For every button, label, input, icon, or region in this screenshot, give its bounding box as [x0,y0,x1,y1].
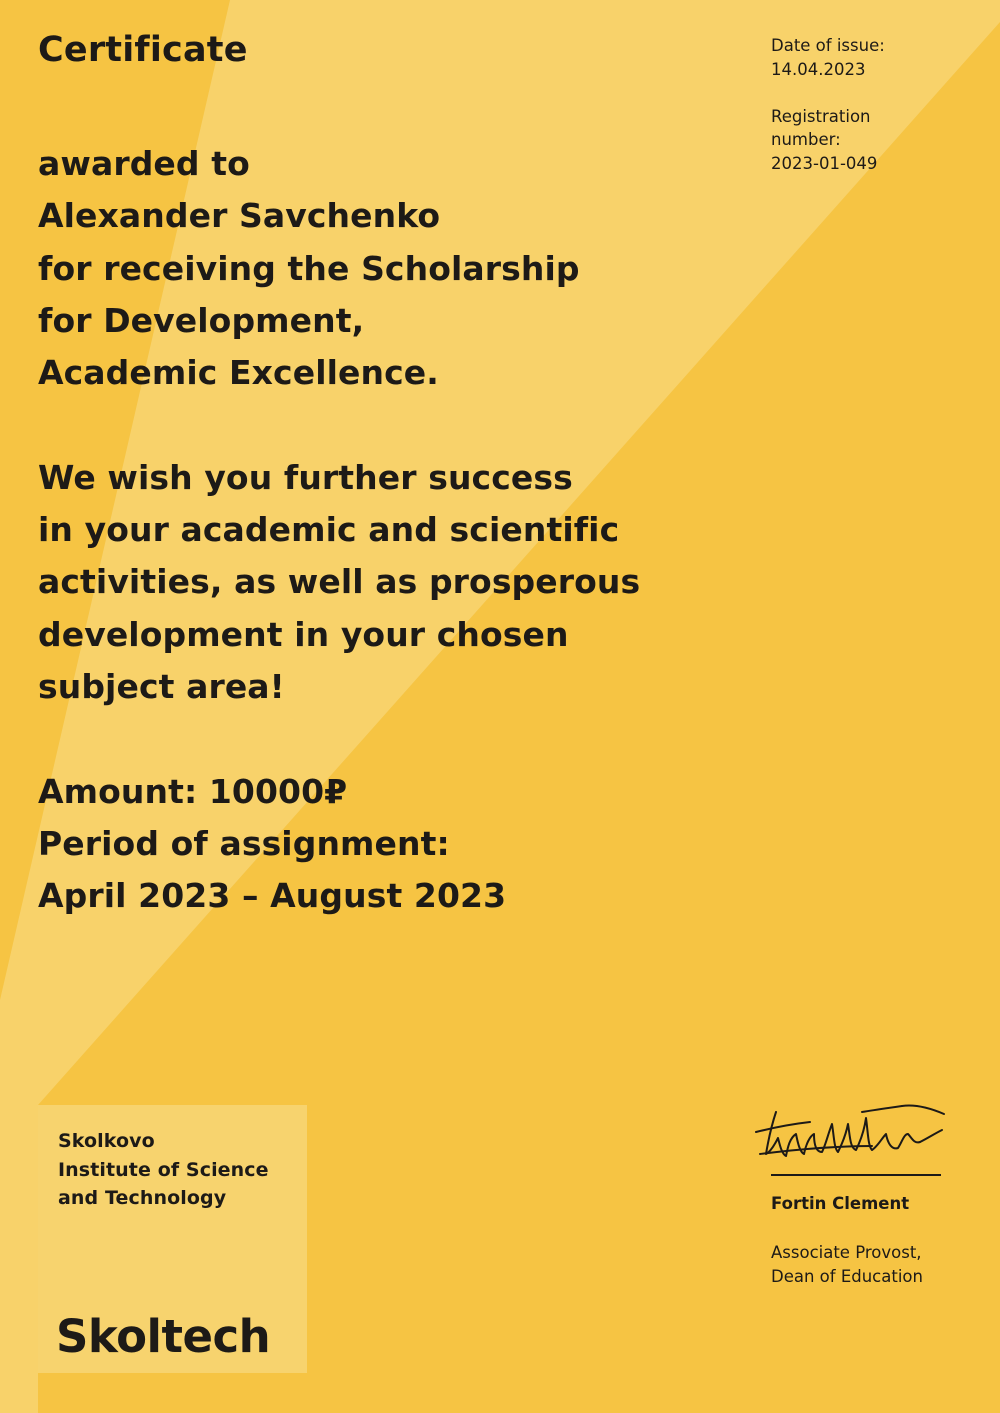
signature-line [771,1174,941,1176]
amount-line: Amount: 10000₽ [38,771,348,811]
institution-logo-box [38,1105,307,1373]
signatory-name: Fortin Clement [771,1194,910,1213]
award-line: for receiving the Scholarship [38,248,580,288]
handwritten-signature [752,1094,952,1174]
period-label: Period of assignment: [38,823,450,863]
award-line: Academic Excellence. [38,353,439,393]
recipient-name: Alexander Savchenko [38,196,441,236]
institution-name-line: and Technology [58,1187,227,1209]
wish-line: development in your chosen [38,614,569,654]
wish-line: We wish you further success [38,457,573,497]
wish-line: in your academic and scientific [38,510,620,550]
certificate-body [38,138,738,922]
institution-name-line: Institute of Science [58,1158,269,1181]
registration-number: 2023-01-049 [771,153,878,173]
wish-line: activities, as well as prosperous [38,562,641,602]
signatory-role-line: Dean of Education [771,1266,923,1286]
award-line: for Development, [38,300,365,340]
institution-name [58,1127,269,1213]
institution-name-line: Skolkovo [58,1130,155,1152]
period-value: April 2023 – August 2023 [38,876,507,916]
registration-label: Registration [771,106,871,126]
award-line: awarded to [38,144,250,183]
issue-meta [771,34,971,175]
wish-line: subject area! [38,666,285,706]
issue-date-label: Date of issue: [771,36,885,55]
signatory-role [771,1241,923,1288]
skoltech-wordmark: Skoltech [56,1310,271,1363]
issue-date-value: 14.04.2023 [771,59,866,79]
signatory-role-line: Associate Provost, [771,1243,922,1262]
registration-label: number: [771,130,841,149]
certificate-title: Certificate [38,30,248,70]
